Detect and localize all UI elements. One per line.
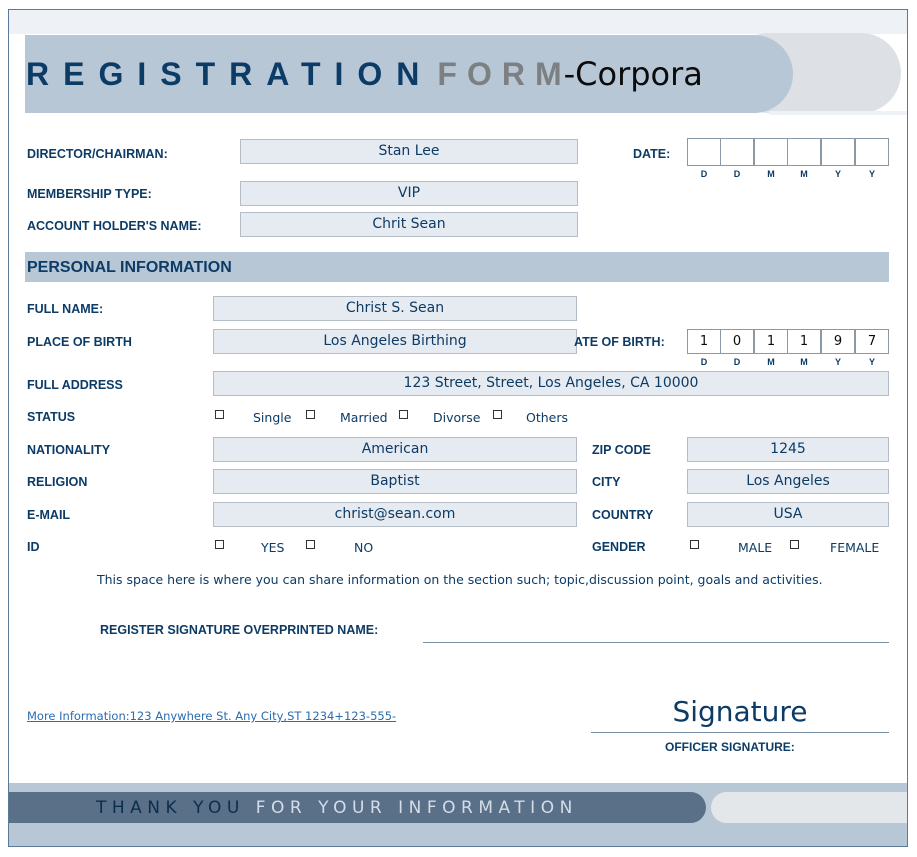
date-format-label: D — [733, 169, 741, 179]
email-field[interactable]: christ@sean.com — [213, 502, 577, 527]
membership-label: MEMBERSHIP TYPE: — [27, 187, 152, 201]
date-cell[interactable] — [720, 138, 754, 166]
date-cell[interactable] — [687, 138, 721, 166]
dob-format-label: Y — [834, 357, 841, 367]
dob-cell[interactable]: 9 — [821, 329, 855, 354]
status-single-checkbox[interactable] — [215, 410, 224, 419]
officer-signature-label: OFFICER SIGNATURE: — [665, 740, 795, 754]
full-name-field[interactable]: Christ S. Sean — [213, 296, 577, 321]
country-label: COUNTRY — [592, 508, 654, 522]
dob-format-label: M — [767, 357, 775, 367]
gender-female-checkbox[interactable] — [790, 540, 799, 549]
date-format-label: Y — [868, 169, 875, 179]
membership-field[interactable]: VIP — [240, 181, 578, 206]
religion-label: RELIGION — [27, 475, 88, 489]
country-field[interactable]: USA — [687, 502, 889, 527]
dob-cell[interactable]: 1 — [787, 329, 821, 354]
id-label: ID — [27, 540, 40, 554]
title-main: REGISTRATION — [26, 56, 434, 92]
personal-info-section-bar — [25, 252, 889, 282]
dob-cell[interactable]: 7 — [855, 329, 889, 354]
thanks-dark: THANK YOU — [96, 798, 245, 818]
date-cell[interactable] — [754, 138, 788, 166]
account-holder-label: ACCOUNT HOLDER'S NAME: — [27, 219, 202, 233]
personal-info-title: PERSONAL INFORMATION — [27, 259, 232, 276]
date-format-label: M — [767, 169, 775, 179]
director-label: DIRECTOR/CHAIRMAN: — [27, 147, 168, 161]
full-address-field[interactable]: 123 Street, Street, Los Angeles, CA 10000 — [213, 371, 889, 396]
status-others-checkbox[interactable] — [493, 410, 502, 419]
date-format-label: M — [800, 169, 808, 179]
id-yes-checkbox[interactable] — [215, 540, 224, 549]
dob-format-label: D — [733, 357, 741, 367]
director-field[interactable]: Stan Lee — [240, 139, 578, 164]
gender-male-label: MALE — [738, 540, 773, 555]
dob-cell[interactable]: 0 — [720, 329, 754, 354]
date-of-birth-label: ATE OF BIRTH: — [574, 335, 665, 349]
dob-cell[interactable]: 1 — [687, 329, 721, 354]
status-married-label: Married — [340, 410, 388, 425]
email-label: E-MAIL — [27, 508, 71, 522]
id-no-checkbox[interactable] — [306, 540, 315, 549]
date-cell[interactable] — [821, 138, 855, 166]
gender-label: GENDER — [592, 540, 646, 554]
date-cell[interactable] — [787, 138, 821, 166]
officer-signature-line[interactable] — [591, 732, 889, 733]
status-label: STATUS — [27, 410, 76, 424]
city-field[interactable]: Los Angeles — [687, 469, 889, 494]
status-married-checkbox[interactable] — [306, 410, 315, 419]
signature-text: Signature — [672, 695, 808, 728]
date-format-label: Y — [834, 169, 841, 179]
title-suffix: -Corpora — [563, 55, 703, 93]
dob-format-label: Y — [868, 357, 875, 367]
date-cell[interactable] — [855, 138, 889, 166]
registration-form-page — [8, 9, 908, 847]
thanks-light: FOR YOUR INFORMATION — [255, 798, 578, 818]
gender-male-checkbox[interactable] — [690, 540, 699, 549]
status-divorse-checkbox[interactable] — [399, 410, 408, 419]
status-divorse-label: Divorse — [433, 410, 481, 425]
date-format-label: D — [700, 169, 708, 179]
top-strip — [9, 10, 908, 34]
thank-you-text — [96, 798, 578, 818]
dob-cell[interactable]: 1 — [754, 329, 788, 354]
zip-code-field[interactable]: 1245 — [687, 437, 889, 462]
info-text: This space here is where you can share information on the section such; topic,discussion point, goals and activities. — [97, 572, 823, 587]
form-title — [26, 47, 703, 107]
footer-pill-decoration — [711, 792, 908, 823]
zip-code-label: ZIP CODE — [592, 443, 651, 457]
register-signature-label: REGISTER SIGNATURE OVERPRINTED NAME: — [100, 623, 379, 637]
religion-field[interactable]: Baptist — [213, 469, 577, 494]
full-address-label: FULL ADDRESS — [27, 378, 123, 392]
title-strip-bottom — [769, 111, 908, 115]
nationality-label: NATIONALITY — [27, 443, 111, 457]
date-label: DATE: — [633, 147, 671, 161]
status-others-label: Others — [526, 410, 569, 425]
title-form: FORM — [437, 56, 572, 92]
nationality-field[interactable]: American — [213, 437, 577, 462]
place-of-birth-field[interactable]: Los Angeles Birthing — [213, 329, 577, 354]
gender-female-label: FEMALE — [830, 540, 880, 555]
account-holder-field[interactable]: Chrit Sean — [240, 212, 578, 237]
id-no-label: NO — [354, 540, 374, 555]
full-name-label: FULL NAME: — [27, 302, 104, 316]
id-yes-label: YES — [261, 540, 285, 555]
city-label: CITY — [592, 475, 621, 489]
dob-format-label: D — [700, 357, 708, 367]
more-info-link[interactable]: More Information:123 Anywhere St. Any City,ST 1234+123-555- — [27, 709, 397, 723]
status-single-label: Single — [253, 410, 292, 425]
place-of-birth-label: PLACE OF BIRTH — [27, 335, 132, 349]
register-signature-line[interactable] — [423, 642, 889, 643]
dob-format-label: M — [800, 357, 808, 367]
